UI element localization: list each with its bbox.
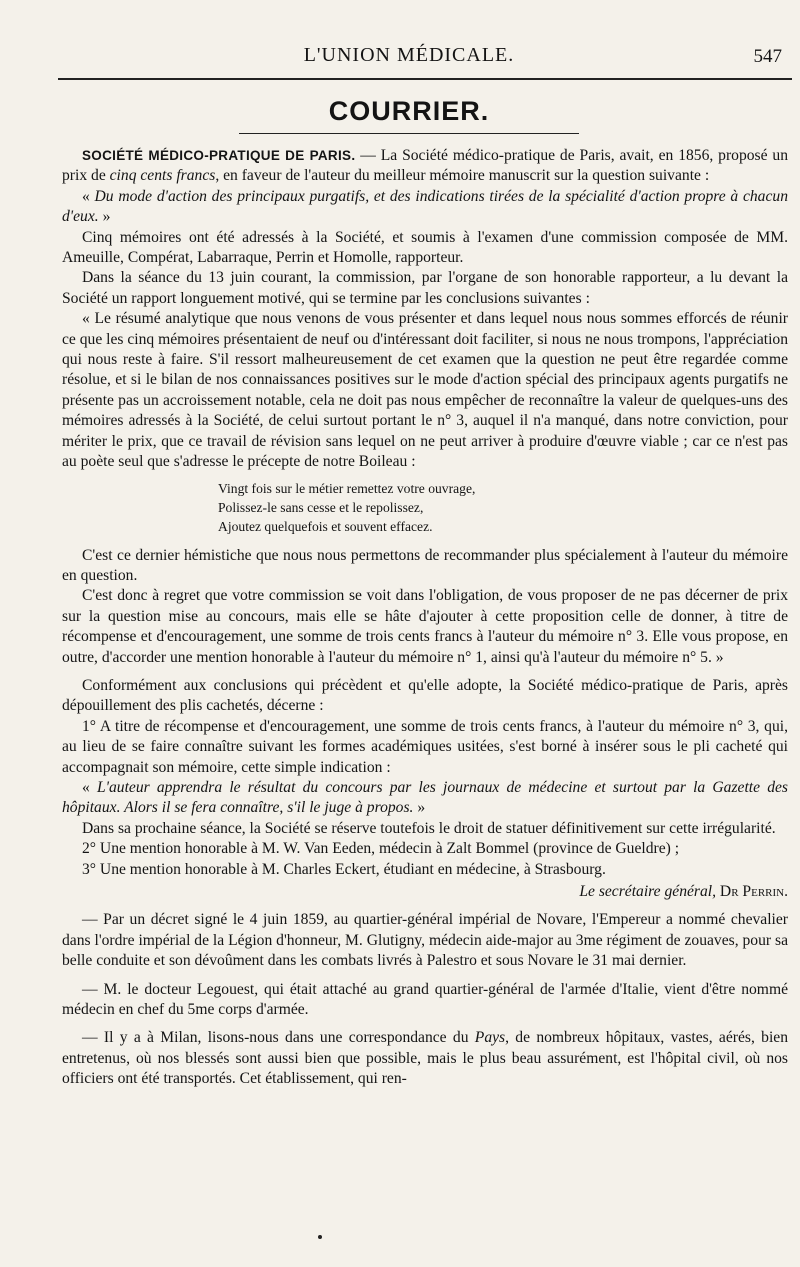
paragraph-hemistiche: C'est ce dernier hémistiche que nous nous permettons de recommander plus spécialement à l'auteur du mémoire en question. bbox=[62, 546, 788, 584]
verse-quote bbox=[218, 479, 788, 536]
article-body bbox=[62, 146, 788, 1090]
ink-dot bbox=[318, 1235, 322, 1239]
verse-line: Polissez-le sans cesse et le repolissez, bbox=[218, 499, 424, 515]
running-title: L'UNION MÉDICALE. bbox=[303, 44, 515, 66]
paragraph-milan: — Il y a à Milan, lisons-nous dans une correspondance du Pays, de nombreux hôpitaux, vastes, aérés, bien entretenus, où nos blessés sont aussi bien que possible, mais le plus beau assurément, est l'hôpital civil, où nos officiers ont été transportés. Cet établissement, qui ren- bbox=[62, 1029, 789, 1088]
paragraph-resume: « Le résumé analytique que nous venons de vous présenter et dans lequel nous nous sommes efforcés de réunir ce que les cinq mémoires présentaient de neuf ou d'intéressant doit faciliter, si nous ne nous trompons, l'appréciation qui nous reste à faire. S'il ressort malheureusement de cet examen que la question ne peut être regardée comme résolue, et si le bilan de nos connaissances positives sur le mode d'action spécial des principaux agents purgatifs ne présente pas un accroissement notable, cela ne doit pas nous empêcher de reconnaître la valeur de quelques-uns des mémoires adressés à la Société, de celui surtout portant le n° 3, auquel il n'a manqué, dans notre conviction, pour mériter le prix, que ce travail de révision sans lequel on ne peut arriver à produire d'œuvre viable ; car ce n'est pas au poète seul que s'adresse le précepte de notre Boileau : bbox=[62, 310, 788, 471]
paragraph-societe: SOCIÉTÉ MÉDICO-PRATIQUE DE PARIS. — La Société médico-pratique de Paris, avait, en 1856, proposé un prix de cinq cents francs, en faveur de l'auteur du meilleur mémoire manuscrit sur la question suivante : bbox=[62, 147, 789, 185]
running-head bbox=[62, 0, 782, 74]
paragraph-prize-1: 1° A titre de récompense et d'encouragement, une somme de trois cents francs, à l'auteur du mémoire n° 3, qui, au lieu de se faire connaître suivant les formes académiques usitées, s'est borné à insérer sous le pli cacheté qui accompagnait son mémoire, cette simple indication : bbox=[62, 717, 788, 776]
lead-heading: SOCIÉTÉ MÉDICO-PRATIQUE DE PARIS. bbox=[82, 148, 356, 163]
verse-line: Vingt fois sur le métier remettez votre ouvrage, bbox=[218, 480, 476, 496]
page-number: 547 bbox=[753, 46, 782, 67]
paragraph-commission: Cinq mémoires ont été adressés à la Société, et soumis à l'examen d'une commission composée de MM. Ameuille, Compérat, Labarraque, Perrin et Homolle, rapporteur. bbox=[62, 228, 788, 267]
paragraph-question: « Du mode d'action des principaux purgatifs, et des indications tirées de la spécialité d'action propre à chacun d'eux. » bbox=[62, 187, 788, 226]
paragraph-legouest: — M. le docteur Legouest, qui était attaché au grand quartier-général de l'armée d'Italie, vient d'être nommé médecin en chef du 5me corps d'armée. bbox=[62, 980, 788, 1019]
paragraph-prize-2: 2° Une mention honorable à M. W. Van Eeden, médecin à Zalt Bommel (province de Gueldre) ; bbox=[82, 840, 680, 858]
paragraph-indication: « L'auteur apprendra le résultat du concours par les journaux de médecine et surtout par la Gazette des hôpitaux. Alors il se fera connaître, s'il le juge à propos. » bbox=[62, 778, 788, 817]
title-rule bbox=[239, 133, 579, 134]
paragraph-decret: — Par un décret signé le 4 juin 1859, au quartier-général impérial de Novare, l'Empereur a nommé chevalier dans l'ordre impérial de la Légion d'honneur, M. Glutigny, médecin aide-major au 3me régiment de zouaves, pour sa belle conduite et son dévoûment dans les combats livrés à Palestro et sous Novare le 31 mai dernier. bbox=[62, 911, 788, 970]
signature: Le secrétaire général, Dr Perrin. bbox=[579, 883, 788, 900]
paragraph-prize-3: 3° Une mention honorable à M. Charles Eckert, étudiant en médecine, à Strasbourg. bbox=[82, 860, 606, 878]
paragraph-seance: Dans la séance du 13 juin courant, la commission, par l'organe de son honorable rapporteur, a lu devant la Société un rapport longuement motivé, qui se termine par les conclusions suivantes : bbox=[62, 269, 788, 307]
paragraph-conformement: Conformément aux conclusions qui précèdent et qu'elle adopte, la Société médico-pratique de Paris, après dépouillement des plis cachetés, décerne : bbox=[62, 676, 788, 715]
header-rule bbox=[58, 78, 792, 80]
paragraph-regret: C'est donc à regret que votre commission se voit dans l'obligation, de vous proposer de ne pas décerner de prix sur la question mise au concours, mais elle se hâte d'ajouter à cette proposition celle de donner, à titre de récompense et d'encouragement, une somme de trois cents francs à l'auteur du mémoire n° 3. Elle vous propose, en outre, d'accorder une mention honorable à l'auteur du mémoire n° 1, ainsi qu'à l'auteur du mémoire n° 5. » bbox=[62, 587, 788, 666]
verse-line: Ajoutez quelquefois et souvent effacez. bbox=[218, 518, 433, 534]
section-title: COURRIER. bbox=[328, 96, 490, 126]
paragraph-irregularite: Dans sa prochaine séance, la Société se réserve toutefois le droit de statuer définitivement sur cette irrégularité. bbox=[82, 819, 776, 837]
